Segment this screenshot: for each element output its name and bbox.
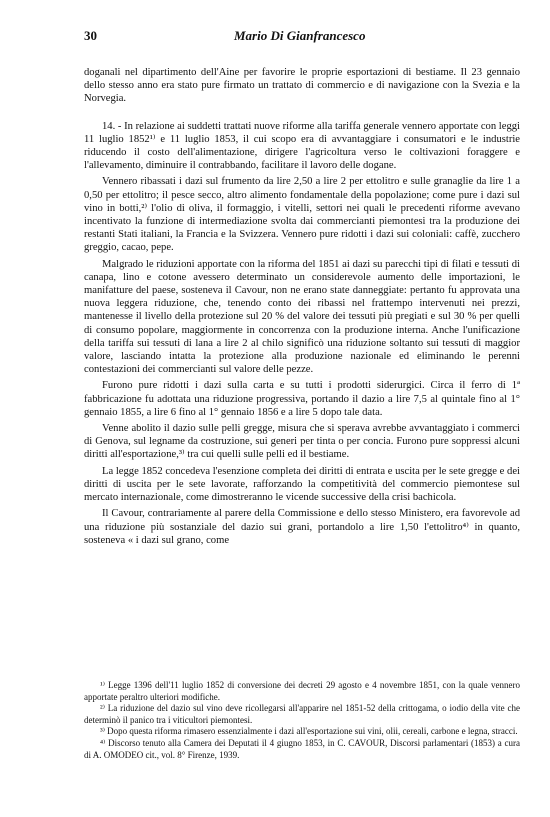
section-paragraph: 14. - In relazione ai suddetti trattati nuove riforme alla tariffa generale vennero apportate con leggi 11 luglio 1852¹⁾ e 11 luglio 1853, il cui scopo era di avvantaggiare i consumatori e le industrie riducendo il costo dell'alimentazione, dirigere l'agricoltura verso le coltivazioni foraggere e l'allevamento, diminuire il contrabbando, facilitare il lavoro delle dogane. (84, 120, 520, 172)
page-header (84, 28, 550, 48)
footnotes (84, 680, 520, 761)
paragraph: Il Cavour, contrariamente al parere della Commissione e dello stesso Ministero, era favorevole ad una riduzione più sostanziale del dazio sui grani, portandolo a lire 1,50 l'ettolitro⁴⁾ in quanto, sosteneva « i dazi sul grano, come (84, 508, 520, 546)
paragraph: Vennero ribassati i dazi sul frumento da lire 2,50 a lire 2 per ettolitro e sulle granaglie da lire 1 a 0,50 per ettolitro; il pesce secco, altro alimento fondamentale della popolazione; come pure i dazi sul vino in botti,²⁾ l'olio di oliva, il formaggio, i vitelli, settori nei quali le precedenti riforme avevano incentivato la funzione di intermediazione svolta dai commercianti piemontesi tra la produzione dei restanti Stati italiani, la Francia e la Svizzera. Vennero pure ridotti i dazi sui coloniali: caffè, zucchero greggio, cacao, pepe. (84, 176, 520, 254)
page-number: 30 (84, 28, 97, 43)
paragraph: Furono pure ridotti i dazi sulla carta e su tutti i prodotti siderurgici. Circa il ferro di 1ª fabbricazione fu adottata una riduzione progressiva, portando il dazio a lire 7,5 al quintale fino al 1° gennaio 1855, a lire 6 fino al 1° gennaio 1856 e a lire 5 dopo tale data. (84, 380, 520, 418)
paragraph: La legge 1852 concedeva l'esenzione completa dei diritti di entrata e uscita per le sete gregge e dei diritti di uscita per le sete lavorate, rafforzando la competitività del commercio piemontese sul mercato internazionale, come dimostreranno le vicende successive della crisi bachicola. (84, 465, 520, 504)
main-text (84, 66, 520, 547)
footnote: ²⁾ La riduzione del dazio sul vino deve ricollegarsi all'apparire nel 1851-52 della crittogama, o iodio della vite che determinò il panico tra i viticultori piemontesi. (84, 703, 520, 725)
paragraph: doganali nel dipartimento dell'Aine per favorire le proprie esportazioni di bestiame. Il 23 gennaio dello stesso anno era stato pure firmato un trattato di commercio e di navigazione con la Svezia e la Norvegia. (84, 67, 520, 105)
running-head: Mario Di Gianfrancesco (234, 28, 366, 43)
paragraph: Malgrado le riduzioni apportate con la riforma del 1851 ai dazi su parecchi tipi di filati e tessuti di canapa, lino e cotone avessero determinato un considerevole aumento delle importazioni, le manifatture del paese, sosteneva il Cavour, non ne erano state danneggiate: pertanto fu approvata una nuova leggera riduzione, che, tenendo conto dei ribassi nel frattempo intervenuti nei prezzi, mantenesse il livello della protezione sul 20 % del valore dei tessuti più pregiati e sul 30 % per quelli di consumo popolare, maggiormente in concorrenza con la produzione interna. Anche l'unificazione della tariffa sui tessuti di lana a lire 2 al chilo significò una riduzione soltanto sui tessuti di maggior valore, lasciando intatta la protezione alla produzione nazionale ed eliminando le perenni contestazioni dei commercianti sul valore delle pezze. (84, 258, 520, 376)
footnote: ⁴⁾ Discorso tenuto alla Camera dei Deputati il 4 giugno 1853, in C. CAVOUR, Discorsi parlamentari (1853) a cura di A. OMODEO cit., vol. 8° Firenze, 1939. (84, 737, 520, 760)
paragraph: Venne abolito il dazio sulle pelli gregge, misura che si sperava avrebbe avvantaggiato i commerci di Genova, sul legname da costruzione, sui generi per tinta o per concia. Furono pure soppressi alcuni diritti all'esportazione,³⁾ tra cui quelli sulle pelli ed il bestiame. (84, 423, 520, 461)
footnote: ³⁾ Dopo questa riforma rimasero essenzialmente i dazi all'esportazione sui vini, olii, cereali, carbone e legna, stracci. (100, 726, 518, 737)
footnote: ¹⁾ Legge 1396 dell'11 luglio 1852 di conversione dei decreti 29 agosto e 4 novembre 1851, con la quale vennero apportate peraltro ulteriori modifiche. (84, 680, 520, 702)
